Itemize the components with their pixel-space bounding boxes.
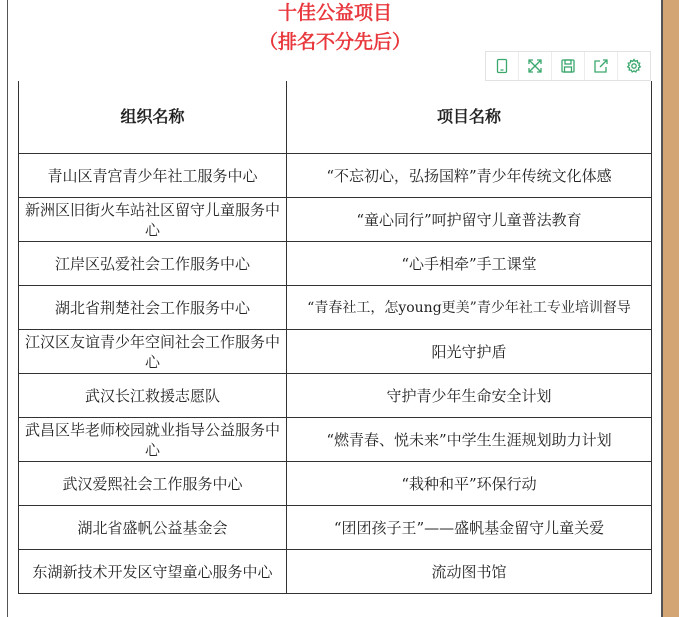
org-name-cell: 青山区青宫青少年社工服务中心: [19, 154, 287, 198]
table-row: [19, 506, 652, 550]
org-name-cell: 湖北省荆楚社会工作服务中心: [19, 286, 287, 330]
right-edge-band: [663, 0, 679, 617]
share-icon: [593, 58, 609, 74]
mobile-icon: [494, 58, 510, 74]
org-name-cell: 新洲区旧街火车站社区留守儿童服务中心: [19, 198, 287, 242]
table-row: [19, 198, 652, 242]
org-name-cell: 江汉区友谊青少年空间社会工作服务中心: [19, 330, 287, 374]
table-row: [19, 418, 652, 462]
project-name-cell: “童心同行”呵护留守儿童普法教育: [287, 198, 652, 242]
project-name-cell: “团团孩子王”——盛帆基金留守儿童关爱: [287, 506, 652, 550]
share-button[interactable]: [585, 52, 618, 80]
mobile-view-button[interactable]: [486, 52, 519, 80]
project-name-cell: “青春社工，怎young更美”青少年社工专业培训督导: [287, 286, 652, 330]
settings-button[interactable]: [618, 52, 650, 80]
table-row: [19, 154, 652, 198]
page-title: 十佳公益项目: [277, 2, 392, 24]
table-row: [19, 286, 652, 330]
column-header-org: 组织名称: [19, 81, 287, 154]
project-name-cell: “心手相牵”手工课堂: [287, 242, 652, 286]
image-toolbar: [485, 51, 651, 81]
project-name-cell: “栽种和平”环保行动: [287, 462, 652, 506]
page-subtitle: （排名不分先后）: [258, 31, 411, 53]
org-name-cell: 东湖新技术开发区守望童心服务中心: [19, 550, 287, 594]
table-row: [19, 374, 652, 418]
org-name-cell: 武汉爱熙社会工作服务中心: [19, 462, 287, 506]
expand-icon: [527, 58, 543, 74]
table-row: [19, 550, 652, 594]
org-name-cell: 湖北省盛帆公益基金会: [19, 506, 287, 550]
project-name-cell: 守护青少年生命安全计划: [287, 374, 652, 418]
table-row: [19, 462, 652, 506]
projects-table: [18, 81, 652, 594]
org-name-cell: 武汉长江救援志愿队: [19, 374, 287, 418]
project-name-cell: 流动图书馆: [287, 550, 652, 594]
left-border-line: [7, 0, 8, 617]
table-row: [19, 242, 652, 286]
gear-icon: [626, 58, 642, 74]
project-name-cell: “不忘初心，弘扬国粹”青少年传统文化体感: [287, 154, 652, 198]
org-name-cell: 江岸区弘爱社会工作服务中心: [19, 242, 287, 286]
fullscreen-button[interactable]: [519, 52, 552, 80]
table-row: [19, 330, 652, 374]
save-button[interactable]: [552, 52, 585, 80]
table-header-row: [19, 81, 652, 154]
column-header-project: 项目名称: [287, 81, 652, 154]
save-icon: [560, 58, 576, 74]
project-name-cell: “燃青春、悦未来”中学生生涯规划助力计划: [287, 418, 652, 462]
org-name-cell: 武昌区毕老师校园就业指导公益服务中心: [19, 418, 287, 462]
project-name-cell: 阳光守护盾: [287, 330, 652, 374]
